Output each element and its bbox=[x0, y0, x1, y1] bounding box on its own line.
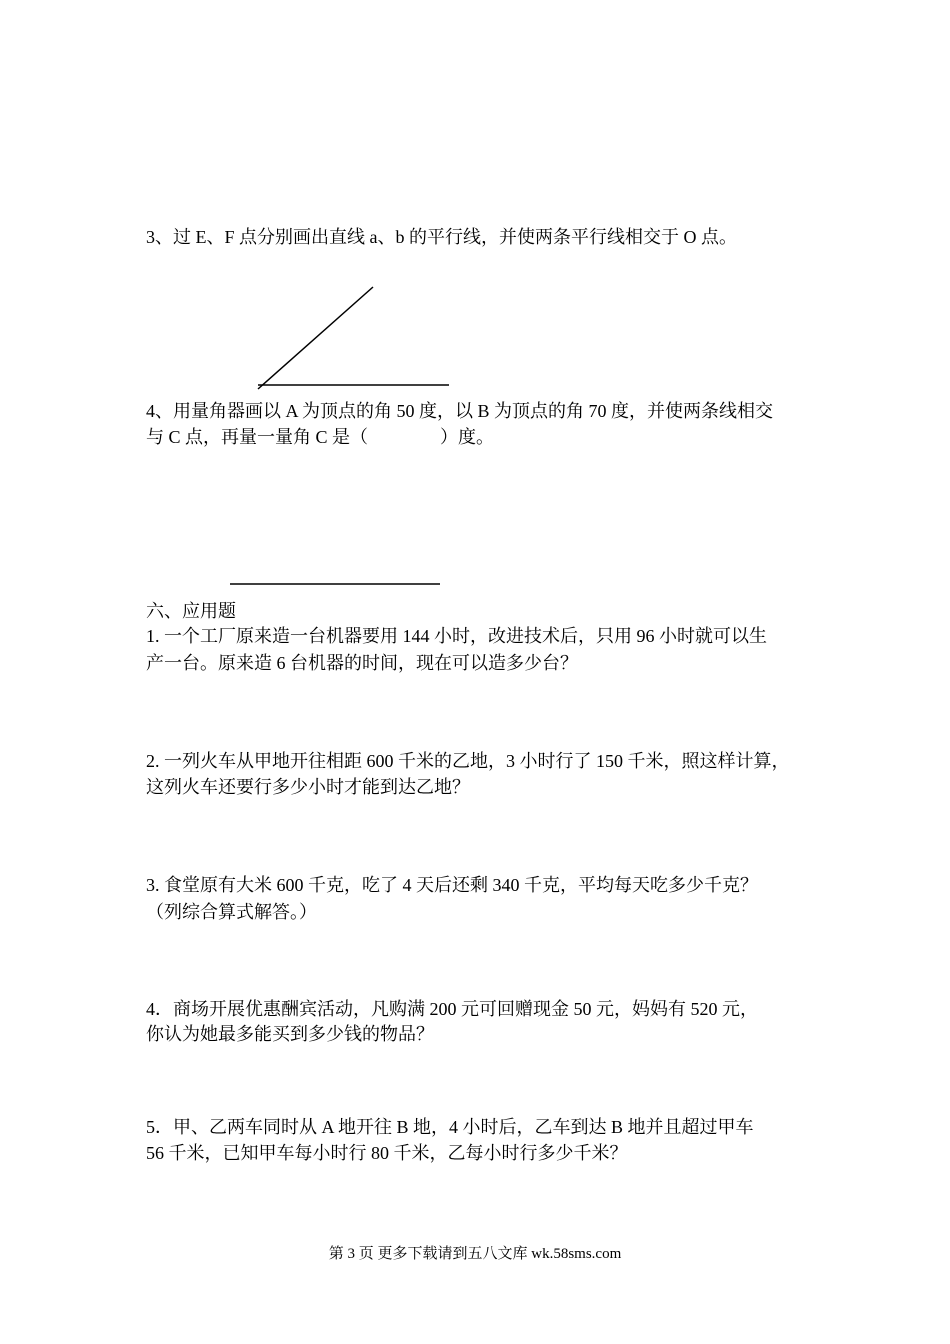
section-title: 六、应用题 bbox=[146, 601, 236, 621]
problem-2-line1: 2. 一列火车从甲地开往相距 600 千米的乙地，3 小时行了 150 千米，照这样计算， bbox=[146, 751, 790, 771]
problem-2-line2: 这列火车还要行多少小时才能到达乙地？ bbox=[146, 777, 470, 797]
problem-3-line2: （列综合算式解答。） bbox=[146, 902, 317, 922]
problem-1-line2: 产一台。原来造 6 台机器的时间，现在可以造多少台？ bbox=[146, 653, 578, 673]
q4-text-line2: 与 C 点，再量一量角 C 是（ ）度。 bbox=[146, 427, 495, 447]
problem-5-line1: 5．甲、乙两车同时从 A 地开往 B 地，4 小时后，乙车到达 B 地并且超过甲车 bbox=[146, 1117, 754, 1137]
problem-4-line1: 4．商场开展优惠酬宾活动，凡购满 200 元可回赠现金 50 元，妈妈有 520 元， bbox=[146, 999, 758, 1019]
q3-line-a bbox=[258, 287, 373, 389]
problem-4-line2: 你认为她最多能买到多少钱的物品？ bbox=[146, 1024, 434, 1044]
q4-text-line1: 4、用量角器画以 A 为顶点的角 50 度，以 B 为顶点的角 70 度，并使两条线相交 bbox=[146, 401, 774, 421]
problem-5-line2: 56 千米，已知甲车每小时行 80 千米，乙每小时行多少千米？ bbox=[146, 1143, 628, 1163]
q3-text: 3、过 E、F 点分别画出直线 a、b 的平行线，并使两条平行线相交于 O 点。 bbox=[146, 227, 737, 247]
problem-3-line1: 3. 食堂原有大米 600 千克，吃了 4 天后还剩 340 千克，平均每天吃多少千克？ bbox=[146, 875, 758, 895]
problem-1-line1: 1. 一个工厂原来造一台机器要用 144 小时，改进技术后，只用 96 小时就可以生 bbox=[146, 626, 767, 646]
page-footer: 第 3 页 更多下载请到五八文库 wk.58sms.com bbox=[328, 1246, 622, 1262]
